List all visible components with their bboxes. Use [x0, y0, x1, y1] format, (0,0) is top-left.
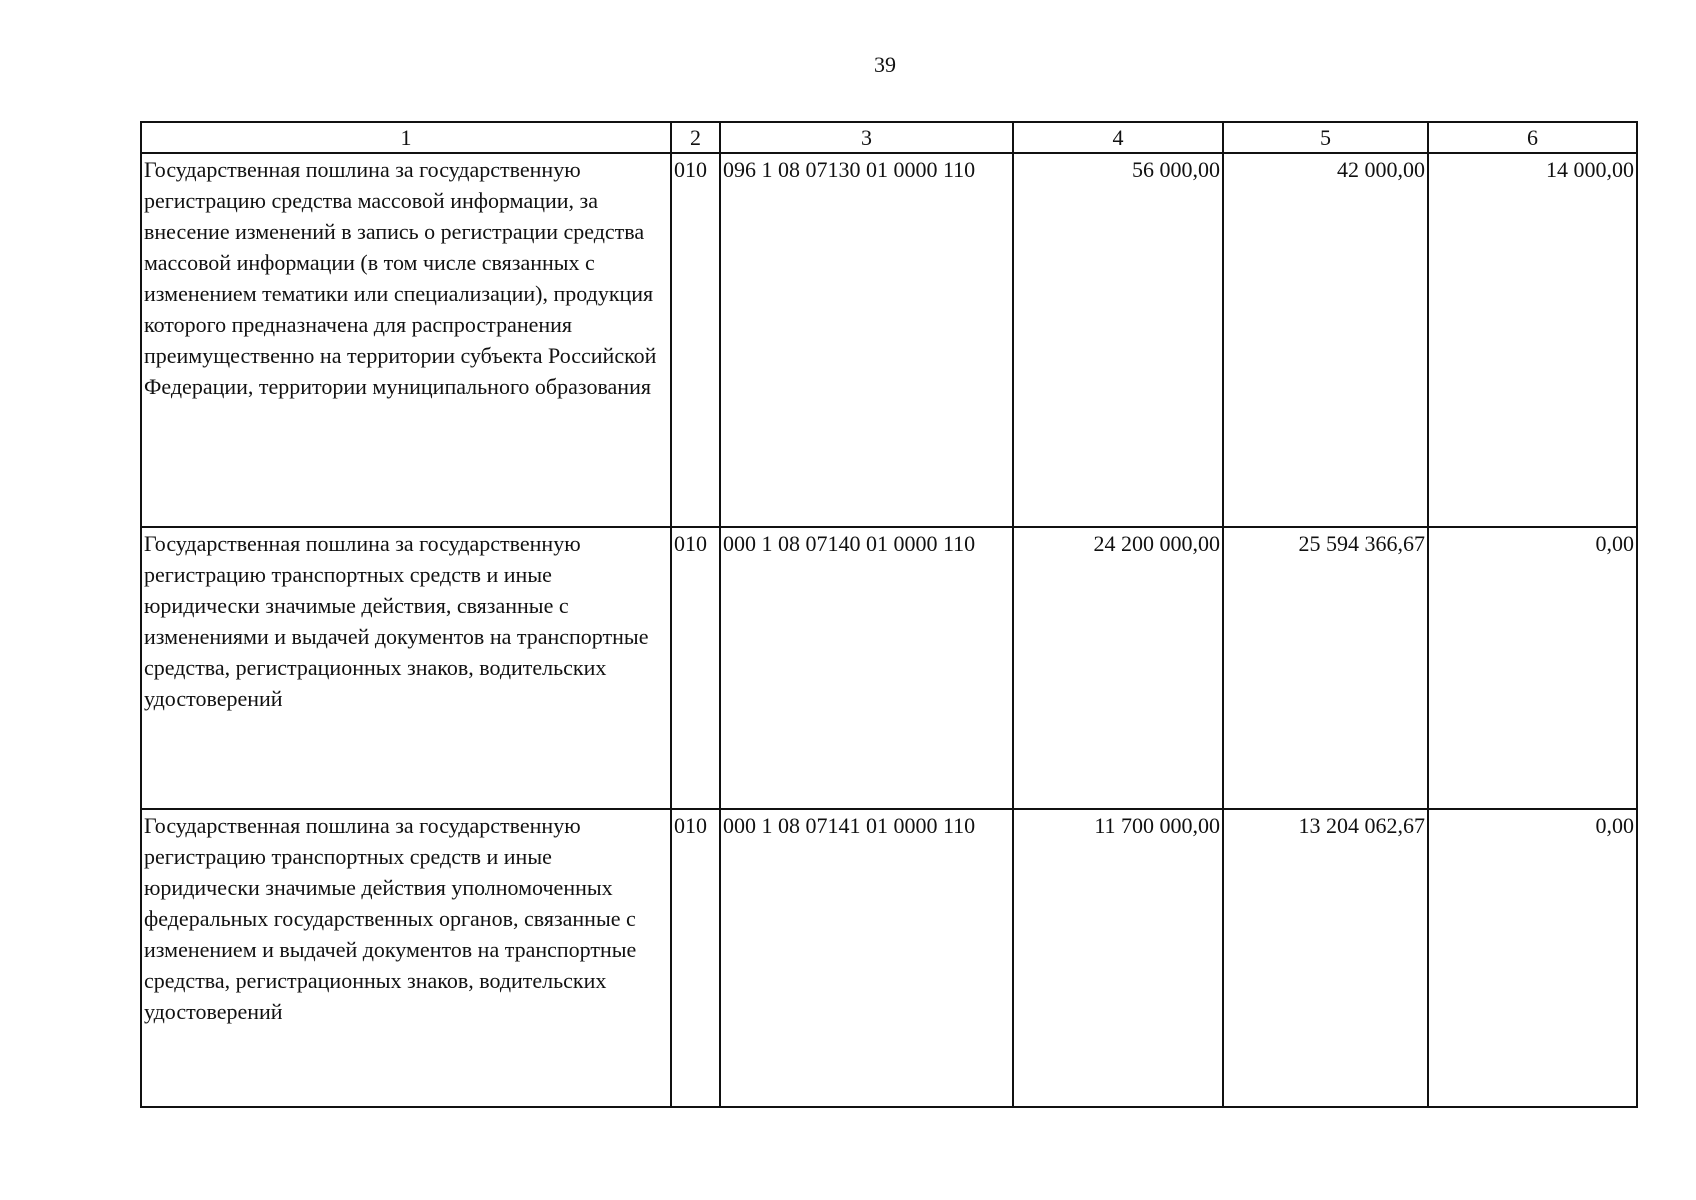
cell-name: Государственная пошлина за государственную регистрацию транспортных средств и иные юридически значимые действия, связанные с изменениями и выдачей документов на транспортные средства, регистрационных знаков, водительских удостоверений [141, 527, 671, 809]
cell-code: 010 [671, 809, 720, 1107]
table-row [141, 527, 1637, 809]
cell-kbk: 000 1 08 07140 01 0000 110 [720, 527, 1013, 809]
header-row [141, 122, 1637, 153]
table-row [141, 809, 1637, 1107]
cell-name: Государственная пошлина за государственную регистрацию средства массовой информации, за внесение изменений в запись о регистрации средства массовой информации (в том числе связанных с изменением тематики или специализации), продукция которого предназначена для распространения преимущественно на территории субъекта Российской Федерации, территории муниципального образования [141, 153, 671, 527]
page-number: 39 [874, 52, 896, 77]
table-row [141, 153, 1637, 527]
header-col-1: 1 [141, 122, 671, 153]
table-body [141, 153, 1637, 1107]
cell-kbk: 000 1 08 07141 01 0000 110 [720, 809, 1013, 1107]
cell-col6: 14 000,00 [1428, 153, 1637, 527]
header-col-2: 2 [671, 122, 720, 153]
cell-col6: 0,00 [1428, 527, 1637, 809]
budget-table [140, 121, 1638, 1108]
cell-col5: 25 594 366,67 [1223, 527, 1428, 809]
header-col-6: 6 [1428, 122, 1637, 153]
cell-col4: 11 700 000,00 [1013, 809, 1223, 1107]
cell-code: 010 [671, 153, 720, 527]
cell-col6: 0,00 [1428, 809, 1637, 1107]
cell-kbk: 096 1 08 07130 01 0000 110 [720, 153, 1013, 527]
header-col-4: 4 [1013, 122, 1223, 153]
cell-col4: 24 200 000,00 [1013, 527, 1223, 809]
cell-code: 010 [671, 527, 720, 809]
cell-col4: 56 000,00 [1013, 153, 1223, 527]
header-col-5: 5 [1223, 122, 1428, 153]
cell-name: Государственная пошлина за государственную регистрацию транспортных средств и иные юридически значимые действия уполномоченных федеральных государственных органов, связанные с изменением и выдачей документов на транспортные средства, регистрационных знаков, водительских удостоверений [141, 809, 671, 1107]
header-col-3: 3 [720, 122, 1013, 153]
cell-col5: 42 000,00 [1223, 153, 1428, 527]
table-header [141, 122, 1637, 153]
cell-col5: 13 204 062,67 [1223, 809, 1428, 1107]
